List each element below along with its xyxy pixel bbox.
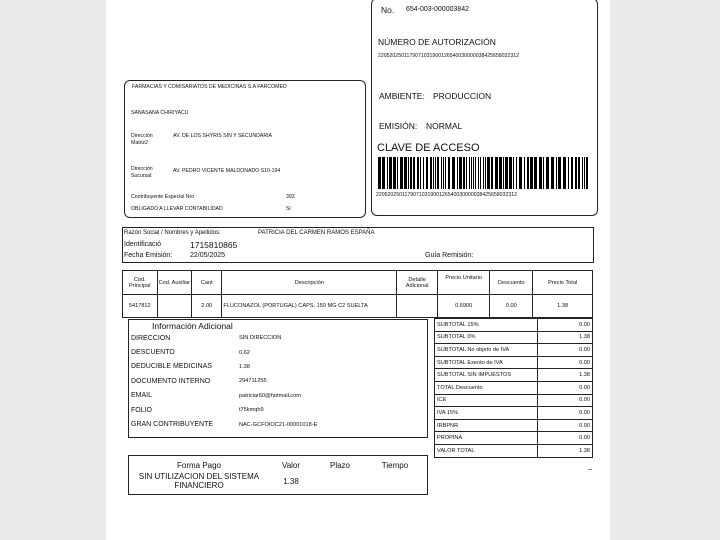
info-value: 0.62 [239,349,250,356]
barcode-bar [430,157,432,189]
barcode-bar [556,157,557,189]
barcode-bar [378,157,381,189]
table-row [435,381,593,394]
payment-table [130,458,424,490]
barcode-bar [530,157,533,189]
cell-forma-pago: SIN UTILIZACION DEL SISTEMA FINANCIERO [138,472,260,490]
items-table [122,270,593,318]
dir-matriz-value: AV. DE LOS SHYRIS SIN Y SECUNDARIA [173,133,272,139]
list-item [131,374,317,388]
issuer-company: FARMACIAS Y COMISARIATOS DE MEDICINAS S.A FARCOMED [132,84,287,90]
emision-label: EMISIÓN: [379,121,418,131]
barcode-bar [389,157,392,189]
info-label: DOCUMENTO INTERNO [131,377,211,385]
total-label: SUBTOTAL 15% [435,319,538,332]
table-row [435,319,593,332]
table-row [435,419,593,432]
identificacion-value: 1715810865 [190,240,238,250]
items-header-row [123,271,593,295]
barcode-bar [437,157,439,189]
obligado-value: Si [286,206,291,212]
dir-sucursal-label: Dirección Sucursal: [131,166,153,179]
barcode-bar [543,157,544,189]
payment-header-row [130,458,424,472]
contribuyente-value: 393 [286,194,295,200]
barcode-bar [563,157,566,189]
identificacion-label: Identificació [124,241,161,248]
barcode-bar [551,157,554,189]
barcode-bar [426,157,428,189]
barcode-bar [420,157,421,189]
barcode-bar [382,157,385,189]
cell-descuento: 0.00 [490,295,533,318]
clave-acceso-label: CLAVE DE ACCESO [377,142,480,154]
obligado-label: OBLIGADO A LLEVAR CONTABILIDAD [131,206,223,212]
info-adicional-table [131,331,317,432]
dir-matriz-label: Dirección Matriz2 [131,133,153,146]
barcode-bar [404,157,407,189]
invoice-number: 654-003-000003842 [406,6,470,13]
col-descuento: Descuento [490,271,533,295]
barcode-bar [505,157,508,189]
barcode-bar [480,157,481,189]
total-label: SUBTOTAL SIN IMPUESTOS [435,369,538,382]
invoice-page [106,0,610,540]
barcode-bar [571,157,573,189]
total-value: 1.38 [538,369,593,382]
total-value: 0.00 [538,381,593,394]
info-value: t75kmqh9 [239,407,264,414]
barcode-bar [459,157,462,189]
list-item [131,345,317,359]
barcode-bar [483,157,484,189]
col-tiempo: Tiempo [381,460,409,470]
barcode-bar [495,157,498,189]
barcode-bar [534,157,537,189]
barcode-bar [408,157,409,189]
table-row [435,444,593,457]
table-row [435,356,593,369]
cell-detalle [397,295,438,318]
table-row [435,344,593,357]
fecha-emision-value: 22/05/2025 [190,252,226,259]
total-label: SUBTOTAL 0% [435,331,538,344]
cell-cant: 2.00 [192,295,222,318]
barcode-bar [457,157,458,189]
list-item [131,360,317,374]
barcode-bar [387,157,388,189]
col-cod-auxiliar: Cod. Auxiliar [157,271,192,295]
total-value: 1.38 [538,444,593,457]
list-item [131,331,317,345]
col-descripcion: Descripción [222,271,397,295]
emision-value: NORMAL [426,121,463,131]
info-label: DIRECCION [131,334,171,342]
barcode-bar [410,157,412,189]
barcode-bar [575,157,577,189]
cell-tiempo [366,472,424,490]
barcode-bar [487,157,490,189]
cell-cod-auxiliar [157,295,192,318]
cell-valor: 1.38 [283,476,299,486]
info-value: 294711255 [239,378,267,385]
barcode-bar [578,157,580,189]
table-row [435,369,593,382]
barcode-bar [397,157,398,189]
barcode-bar [582,157,583,189]
totals-table [434,318,593,458]
contribuyente-label: Contribuyente Especial Nro [131,194,195,200]
barcode-bar [448,157,450,189]
barcode-bar [469,157,470,189]
barcode-bar [586,157,588,189]
cell-cod-principal: 5417812 [123,295,158,318]
table-row [435,394,593,407]
total-label: PROPINA [435,432,538,445]
cell-descripcion: FLUCONAZOL (PORTUGAL) CAPS. 150 MG C2 SUELTA [222,295,397,318]
barcode-bar [503,157,504,189]
info-label: EMAIL [131,392,153,400]
col-cod-principal: Cod. Principal [123,271,158,295]
table-row [435,432,593,445]
barcode-bar [443,157,444,189]
col-precio-total: Precio Total [533,271,593,295]
guia-remision-label: Guía Remisión: [425,252,474,259]
list-item [131,403,317,417]
barcode-bar [568,157,569,189]
total-label: TOTAL Descuento [435,381,538,394]
invoice-number-label: No. [381,5,395,15]
col-detalle-adicional: Detalle Adicional [397,271,438,295]
col-precio-unitario: Precio Unitario [438,271,490,295]
total-value: 0.00 [538,419,593,432]
barcode-bar [584,157,585,189]
ambiente-value: PRODUCCION [433,91,492,101]
barcode-bar [433,157,434,189]
barcode-bar [527,157,529,189]
barcode-number: 2205202501179071031900126540030000038425658032312 [376,192,517,198]
dir-sucursal-value: AV. PEDRO VICENTE MALDONADO S10-194 [173,168,281,174]
info-value: patriciar60@hotmail.com [239,392,301,399]
total-value: 0.00 [538,319,593,332]
barcode-bar [558,157,561,189]
barcode-bar [471,157,472,189]
authorization-label: NÚMERO DE AUTORIZACIÓN [378,37,496,47]
table-row [123,295,593,318]
side-mark: – [588,466,592,473]
info-label: GRAN CONTRIBUYENTE [131,421,214,429]
fecha-emision-label: Fecha Emisión: [124,252,173,259]
total-label: SUBTOTAL Exento de IVA [435,356,538,369]
razon-social-value: PATRICIA DEL CARMEN RAMOS ESPAÑA [258,230,375,236]
cell-precio-total: 1.38 [533,295,593,318]
barcode-bar [478,157,479,189]
col-forma-pago: Forma Pago [176,460,222,470]
barcode-bar [485,157,486,189]
barcode-bar [539,157,542,189]
total-value: 1.38 [538,331,593,344]
barcode-bar [509,157,512,189]
cell-plazo [314,472,366,490]
barcode-bar [413,157,415,189]
cell-precio-unitario: 0.6900 [438,295,490,318]
barcode-bar [491,157,493,189]
col-cant: Cant [192,271,222,295]
barcode-bar [441,157,442,189]
total-value: 0.00 [538,356,593,369]
barcode-bar [445,157,446,189]
info-label: DESCUENTO [131,349,175,357]
barcode-bar [519,157,522,189]
barcode-bar [435,157,436,189]
table-row [130,472,424,490]
barcode-bar [499,157,502,189]
list-item [131,417,317,431]
barcode-bar [513,157,514,189]
total-value: 0.00 [538,344,593,357]
barcode-bar [393,157,396,189]
ambiente-label: AMBIENTE: [379,91,425,101]
razon-social-label: Razón Social / Nombres y Apellidos: [124,230,221,236]
authorization-number: 2205202501179071031900126540030000038425658032312 [378,53,519,59]
barcode-bar [524,157,525,189]
info-value: NAC-GCFOIOC21-00001018-E [239,421,318,428]
barcode-bar [463,157,465,189]
table-row [435,407,593,420]
total-label: IRBPNR [435,419,538,432]
barcode-bar [546,157,549,189]
list-item [131,389,317,403]
barcode-bar [473,157,474,189]
barcode-bar [475,157,476,189]
total-label: VALOR TOTAL [435,444,538,457]
barcode-bar [417,157,419,189]
info-value: 1.38 [239,363,250,370]
barcode-bar [423,157,424,189]
info-value: SIN DIRECCION [239,335,282,342]
barcode-bar [516,157,517,189]
barcode [378,157,590,189]
total-value: 0.00 [538,394,593,407]
issuer-trade-name: SANASANA CHIRIYACU [131,110,189,116]
table-row [435,331,593,344]
total-label: ICE [435,394,538,407]
col-plazo: Plazo [329,460,350,470]
total-label: IVA 15% [435,407,538,420]
barcode-bar [466,157,467,189]
info-adicional-title: Información Adicional [152,321,233,331]
col-valor: Valor [281,460,301,470]
barcode-bar [452,157,455,189]
info-label: DEDUCIBLE MEDICINAS [131,363,212,371]
total-label: SUBTOTAL No objeto de IVA [435,344,538,357]
total-value: 0.00 [538,432,593,445]
info-label: FOLIO [131,406,153,414]
total-value: 0.00 [538,407,593,420]
barcode-bar [400,157,403,189]
